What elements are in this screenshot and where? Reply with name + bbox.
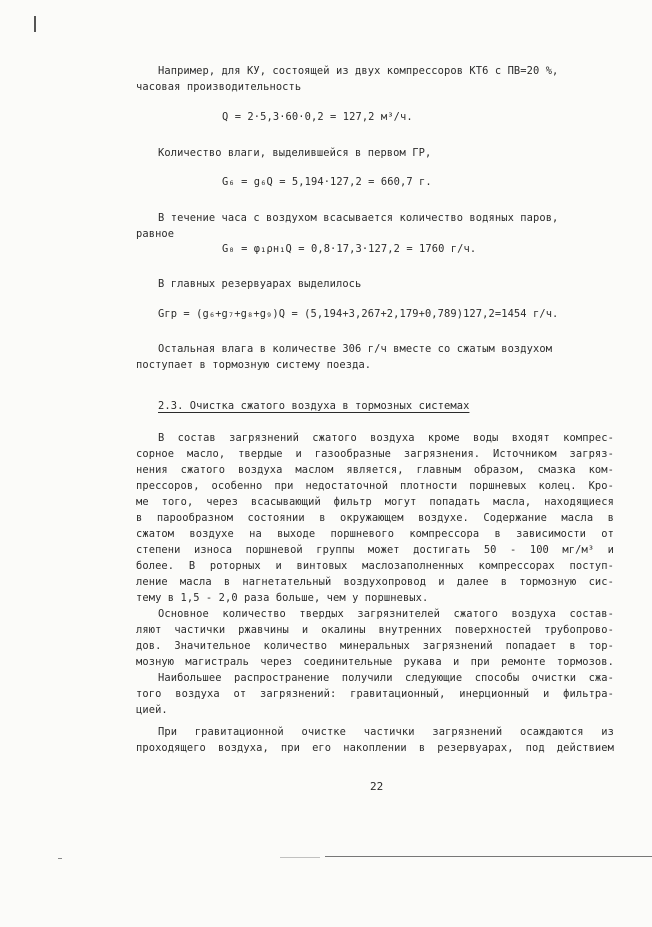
formula: Q = 2·5,3·60·0,2 = 127,2 м³/ч.	[222, 111, 413, 123]
text-line: проходящего воздуха, при его накоплении в резервуарах, под действием	[136, 742, 614, 754]
text-line: Остальная влага в количестве 306 г/ч вместе со сжатым воздухом	[158, 343, 553, 355]
scan-edge-line	[325, 856, 652, 857]
formula: G₀ = φ₁ρн₁Q = 0,8·17,3·127,2 = 1760 г/ч.	[222, 243, 477, 255]
text-line: Наибольшее распространение получили следующие способы очистки сжа-	[158, 672, 614, 684]
text-line: того воздуха от загрязнений: гравитационный, инерционный и фильтра-	[136, 688, 614, 700]
text-line: нения сжатого воздуха маслом является, главным образом, смазка ком-	[136, 464, 614, 476]
formula: Gгр = (g₆+g₇+g₈+g₉)Q = (5,194+3,267+2,179+0,789)127,2=1454 г/ч.	[158, 308, 559, 320]
text-line: Например, для КУ, состоящей из двух компрессоров КТ6 с ПВ=20 %,	[158, 65, 559, 77]
text-line: ме того, через всасывающий фильтр могут попадать масла, находящиеся	[136, 496, 614, 508]
text-line: сорное масло, твердые и газообразные загрязнения. Источником загряз-	[136, 448, 614, 460]
text-line: В главных резервуарах выделилось	[158, 278, 362, 290]
text-line: часовая производительность	[136, 81, 302, 93]
text-line: в парообразном состоянии в окружающем воздухе. Содержание масла в	[136, 512, 614, 524]
text-line: тему в 1,5 - 2,0 раза больше, чем у поршневых.	[136, 592, 429, 604]
text-line: Количество влаги, выделившейся в первом ГР,	[158, 147, 432, 159]
text-line: дов. Значительное количество минеральных загрязнений попадает в тор-	[136, 640, 614, 652]
text-line: При гравитационной очистке частички загрязнений осаждаются из	[158, 726, 614, 738]
scan-artifact	[58, 858, 62, 859]
text-line: равное	[136, 228, 175, 240]
text-line: поступает в тормозную систему поезда.	[136, 359, 372, 371]
text-line: более. В роторных и винтовых маслозаполненных компрессорах поступ-	[136, 560, 614, 572]
page-number: 22	[370, 780, 384, 793]
formula: G₆ = g₆Q = 5,194·127,2 = 660,7 г.	[222, 176, 432, 188]
margin-mark	[34, 16, 36, 32]
text-line: В состав загрязнений сжатого воздуха кроме воды входят компрес-	[158, 432, 614, 444]
text-line: сжатом воздухе на выходе поршневого компрессора в зависимости от	[136, 528, 614, 540]
section-heading: 2.3. Очистка сжатого воздуха в тормозных системах	[158, 400, 470, 412]
text-line: мозную магистраль через соединительные рукава и при ремонте тормозов.	[136, 656, 614, 668]
text-line: прессоров, особенно при недостаточной плотности поршневых колец. Кро-	[136, 480, 614, 492]
text-line: цией.	[136, 704, 168, 716]
text-line: Основное количество твердых загрязнителей сжатого воздуха состав-	[158, 608, 614, 620]
scan-artifact	[280, 857, 320, 858]
text-line: В течение часа с воздухом всасывается количество водяных паров,	[158, 212, 559, 224]
text-line: ляют частички ржавчины и окалины внутренних поверхностей трубопрово-	[136, 624, 614, 636]
text-line: степени износа поршневой группы может достигать 50 - 100 мг/м³ и	[136, 544, 614, 556]
text-line: ление масла в нагнетательный воздухопровод и далее в тормозную сис-	[136, 576, 614, 588]
